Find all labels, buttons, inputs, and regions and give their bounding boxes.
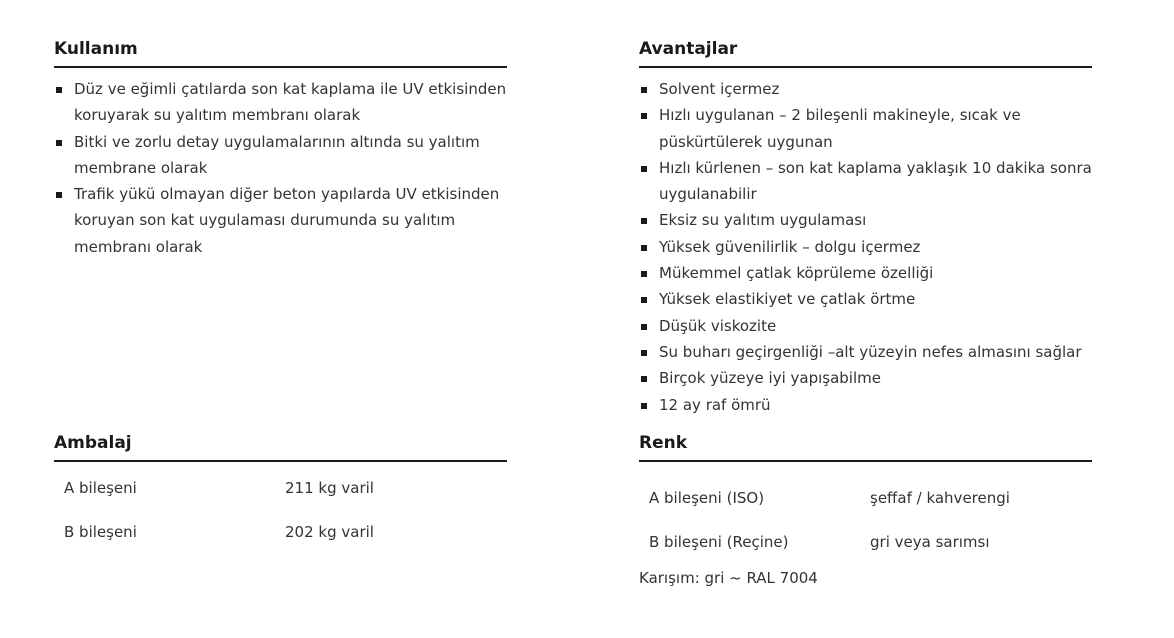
ambalaj-label: B bileşeni xyxy=(64,523,137,541)
list-item: Eksiz su yalıtım uygulaması xyxy=(639,207,1092,233)
renk-value: şeffaf / kahverengi xyxy=(870,489,1010,507)
table-row xyxy=(649,476,1010,520)
ambalaj-table xyxy=(64,466,374,554)
list-item: Düşük viskozite xyxy=(639,313,1092,339)
table-row xyxy=(649,520,1010,564)
section-title-avantajlar: Avantajlar xyxy=(639,38,1092,68)
list-item: Solvent içermez xyxy=(639,76,1092,102)
table-row xyxy=(64,466,374,510)
section-ambalaj xyxy=(54,432,507,554)
list-item: Trafik yükü olmayan diğer beton yapılarda UV etkisinden koruyan son kat uygulaması durumunda su yalıtım membranı olarak xyxy=(54,181,507,260)
avantajlar-list xyxy=(639,76,1092,418)
list-item: Su buharı geçirgenliği –alt yüzeyin nefes almasını sağlar xyxy=(639,339,1092,365)
section-kullanim xyxy=(54,38,507,260)
renk-table xyxy=(649,476,1010,564)
ambalaj-value: 211 kg varil xyxy=(285,479,374,497)
list-item: Bitki ve zorlu detay uygulamalarının altında su yalıtım membrane olarak xyxy=(54,129,507,182)
list-item: Yüksek güvenilirlik – dolgu içermez xyxy=(639,234,1092,260)
list-item: Hızlı uygulanan – 2 bileşenli makineyle, sıcak ve püskürtülerek uygunan xyxy=(639,102,1092,155)
renk-label: B bileşeni (Reçine) xyxy=(649,533,789,551)
list-item: Düz ve eğimli çatılarda son kat kaplama ile UV etkisinden koruyarak su yalıtım membranı olarak xyxy=(54,76,507,129)
list-item: Yüksek elastikiyet ve çatlak örtme xyxy=(639,286,1092,312)
list-item: 12 ay raf ömrü xyxy=(639,392,1092,418)
section-renk xyxy=(639,432,1092,588)
ambalaj-value: 202 kg varil xyxy=(285,523,374,541)
renk-value: gri veya sarımsı xyxy=(870,533,990,551)
list-item: Birçok yüzeye iyi yapışabilme xyxy=(639,365,1092,391)
kullanim-list xyxy=(54,76,507,260)
ambalaj-label: A bileşeni xyxy=(64,479,137,497)
section-title-kullanim: Kullanım xyxy=(54,38,507,68)
list-item: Mükemmel çatlak köprüleme özelliği xyxy=(639,260,1092,286)
renk-label: A bileşeni (ISO) xyxy=(649,489,765,507)
section-avantajlar xyxy=(639,38,1092,418)
table-row xyxy=(64,510,374,554)
section-title-ambalaj: Ambalaj xyxy=(54,432,507,462)
renk-mix-note: Karışım: gri ~ RAL 7004 xyxy=(639,569,818,587)
list-item: Hızlı kürlenen – son kat kaplama yaklaşık 10 dakika sonra uygulanabilir xyxy=(639,155,1092,208)
section-title-renk: Renk xyxy=(639,432,1092,462)
